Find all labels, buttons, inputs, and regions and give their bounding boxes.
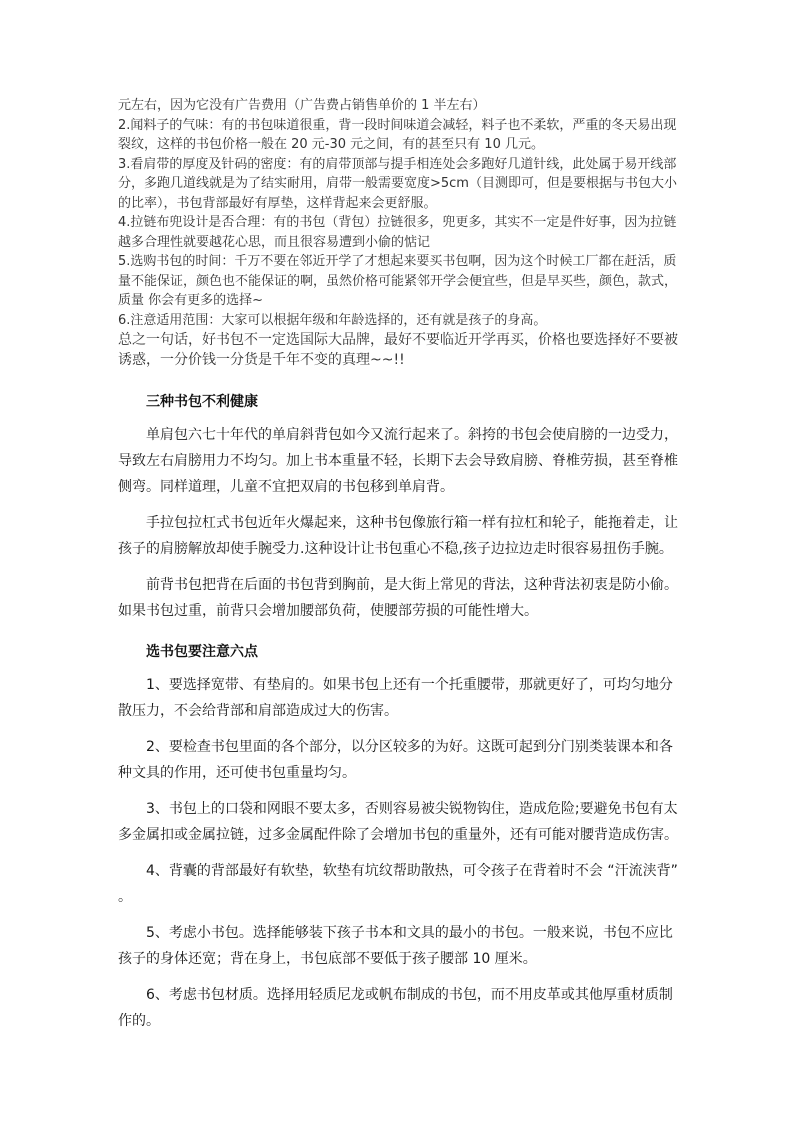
section-heading-unhealthy-bags: 三种书包不利健康: [146, 394, 258, 410]
intro-line: 5.选购书包的时间：千万不要在邻近开学了才想起来要买书包啊，因为这个时候工厂都在赶活，质量不能保证，颜色也不能保证的啊，虽然价格可能紧邻开学会便宜些，但是早买些，颜色，款式，质量 你会有更多的选择~: [118, 254, 678, 308]
intro-line: 元左右，因为它没有广告费用（广告费占销售单价的 1 半左右）: [118, 98, 486, 113]
paragraph: 单肩包六七十年代的单肩斜背包如今又流行起来了。斜挎的书包会使肩膀的一边受力，导致左右肩膀用力不均匀。加上书本重量不轻，长期下去会导致肩膀、脊椎劳损，甚至脊椎侧弯。同样道理，儿童不宜把双肩的书包移到单肩背。: [118, 427, 678, 495]
paragraph: 4、背囊的背部最好有软垫，软垫有坑纹帮助散热，可令孩子在背着时不会 “汗流浃背” 。: [118, 863, 678, 905]
paragraph: 手拉包拉杠式书包近年火爆起来，这种书包像旅行箱一样有拉杠和轮子，能拖着走，让孩子的肩膀解放却使手腕受力.这种设计让书包重心不稳,孩子边拉边走时很容易扭伤手腕。: [118, 515, 678, 557]
document-page: [118, 96, 678, 1034]
intro-line: 总之一句话，好书包不一定选国际大品牌，最好不要临近开学再买，价格也要选择好不要被诱惑，一分价钱一分货是千年不变的真理~~!!: [118, 332, 678, 368]
section-heading-six-tips: 选书包要注意六点: [146, 644, 258, 660]
intro-line: 4.拉链布兜设计是否合理：有的书包（背包）拉链很多，兜更多，其实不一定是件好事，因为拉链越多合理性就要越花心思，而且很容易遭到小偷的惦记: [118, 215, 677, 250]
intro-line: 3.看肩带的厚度及针码的密度：有的肩带顶部与提手相连处会多跑好几道针线，此处属于易开线部分，多跑几道线就是为了结实耐用，肩带一般需要宽度>5cm（目测即可，但是要根据与书包大小的比率），书包背部最好有厚垫，这样背起来会更舒服。: [118, 156, 677, 211]
paragraph: 3、书包上的口袋和网眼不要太多，否则容易被尖锐物钩住，造成危险;要避免书包有太多金属扣或金属拉链，过多金属配件除了会增加书包的重量外，还有可能对腰背造成伤害。: [118, 801, 678, 843]
paragraph: 6、考虑书包材质。选择用轻质尼龙或帆布制成的书包，而不用皮革或其他厚重材质制作的。: [118, 987, 673, 1029]
paragraph: 5、考虑小书包。选择能够装下孩子书本和文具的最小的书包。一般来说，书包不应比孩子的身体还宽；背在身上，书包底部不要低于孩子腰部 10 厘米。: [118, 925, 673, 967]
paragraph: 前背书包把背在后面的书包背到胸前，是大街上常见的背法，这种背法初衷是防小偷。如果书包过重，前背只会增加腰部负荷，使腰部劳损的可能性增大。: [118, 577, 678, 619]
intro-line: 6.注意适用范围：大家可以根据年级和年龄选择的，还有就是孩子的身高。: [118, 312, 547, 328]
paragraph: 2、要检查书包里面的各个部分，以分区较多的为好。这既可起到分门别类装课本和各种文具的作用，还可使书包重量均匀。: [118, 739, 673, 781]
intro-line: 2.闻料子的气味：有的书包味道很重，背一段时间味道会减轻，料子也不柔软，严重的冬天易出现裂纹，这样的书包价格一般在 20 元-30 元之间，有的甚至只有 10 几元。: [118, 117, 677, 152]
intro-section: [118, 96, 678, 370]
paragraph: 1、要选择宽带、有垫肩的。如果书包上还有一个托重腰带，那就更好了，可均匀地分散压力，不会给背部和肩部造成过大的伤害。: [118, 677, 673, 719]
